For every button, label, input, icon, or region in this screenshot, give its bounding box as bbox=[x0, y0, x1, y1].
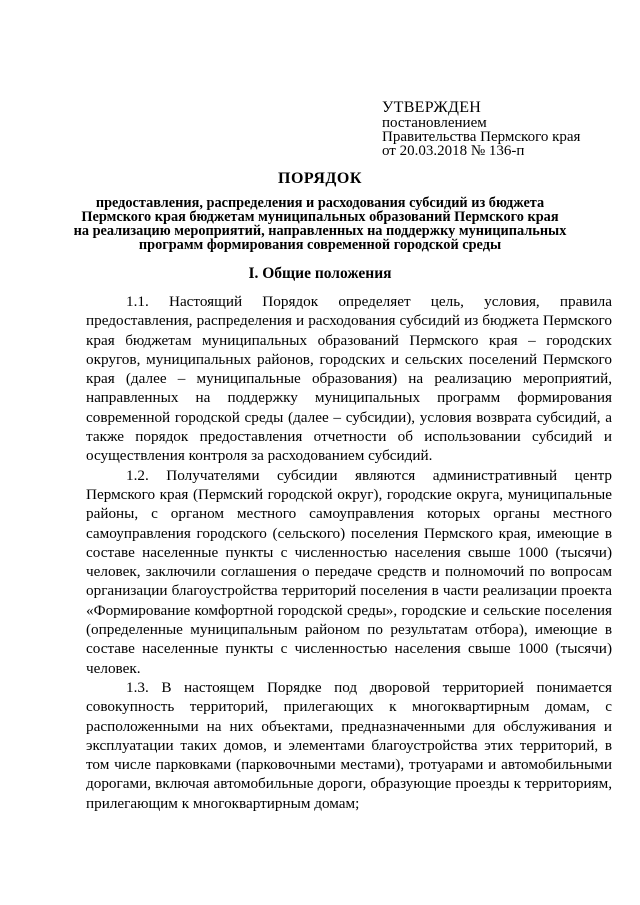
paragraph-1-2: 1.2. Получателями субсидии являются административный центр Пермского края (Пермский городской округ), городские округа, муниципальные районы, с органом местного самоуправления которых органы местного самоуправления городского (сельского) поселения Пермского края, имеющие в составе населенные пункты с численностью населения свыше 1000 (тысячи) человек, заключили соглашения о передаче средств и полномочий по вопросам организации благоустройства территорий поселения в части реализации проекта «Формирование комфортной городской среды», городские и сельские поселения (определенные муниципальным районом по результатам отбора), имеющие в составе населенные пункты с численностью населения свыше 1000 (тысячи) человек. bbox=[86, 466, 612, 677]
approval-block bbox=[382, 100, 622, 158]
paragraph-1-3: 1.3. В настоящем Порядке под дворовой территорией понимается совокупность территорий, прилегающих к многоквартирным домам, с расположенными на них объектами, предназначенными для обслуживания и эксплуатации таких домов, и элементами благоустройства этих территорий, в том числе парковками (парковочными местами), тротуарами и автомобильными дорогами, включая автомобильные дороги, образующие проезды к территориям, прилегающим к многоквартирным домам; bbox=[86, 678, 612, 812]
subtitle-line: предоставления, распределения и расходования субсидий из бюджета bbox=[95, 195, 545, 211]
subtitle-line: Пермского края бюджетам муниципальных образований Пермского края bbox=[81, 209, 559, 225]
approval-line: постановлением bbox=[382, 115, 487, 131]
paragraph-1-1: 1.1. Настоящий Порядок определяет цель, условия, правила предоставления, распределения и расходования субсидий из бюджета Пермского края бюджетам муниципальных образований Пермского края – городских округов, муниципальных районов, городских и сельских поселений Пермского края (далее – муниципальные образования) на реализацию мероприятий, направленных на поддержку муниципальных программ формирования современной городской среды (далее – субсидии), условия возврата субсидий, а также порядок предоставления отчетности об использовании субсидий и осуществления контроля за расходованием субсидий. bbox=[86, 293, 612, 465]
document-title: ПОРЯДОК bbox=[278, 170, 362, 187]
approval-line: Правительства Пермского края bbox=[382, 129, 581, 145]
subtitle-line: программ формирования современной городской среды bbox=[138, 237, 502, 253]
approval-heading: УТВЕРЖДЕН bbox=[382, 99, 482, 116]
approval-date-line: от 20.03.2018 № 136-п bbox=[382, 143, 525, 159]
document-body bbox=[86, 292, 612, 813]
document-subtitle bbox=[60, 196, 580, 252]
subtitle-line: на реализацию мероприятий, направленных на поддержку муниципальных bbox=[73, 223, 567, 239]
section-heading: I. Общие положения bbox=[248, 265, 392, 282]
